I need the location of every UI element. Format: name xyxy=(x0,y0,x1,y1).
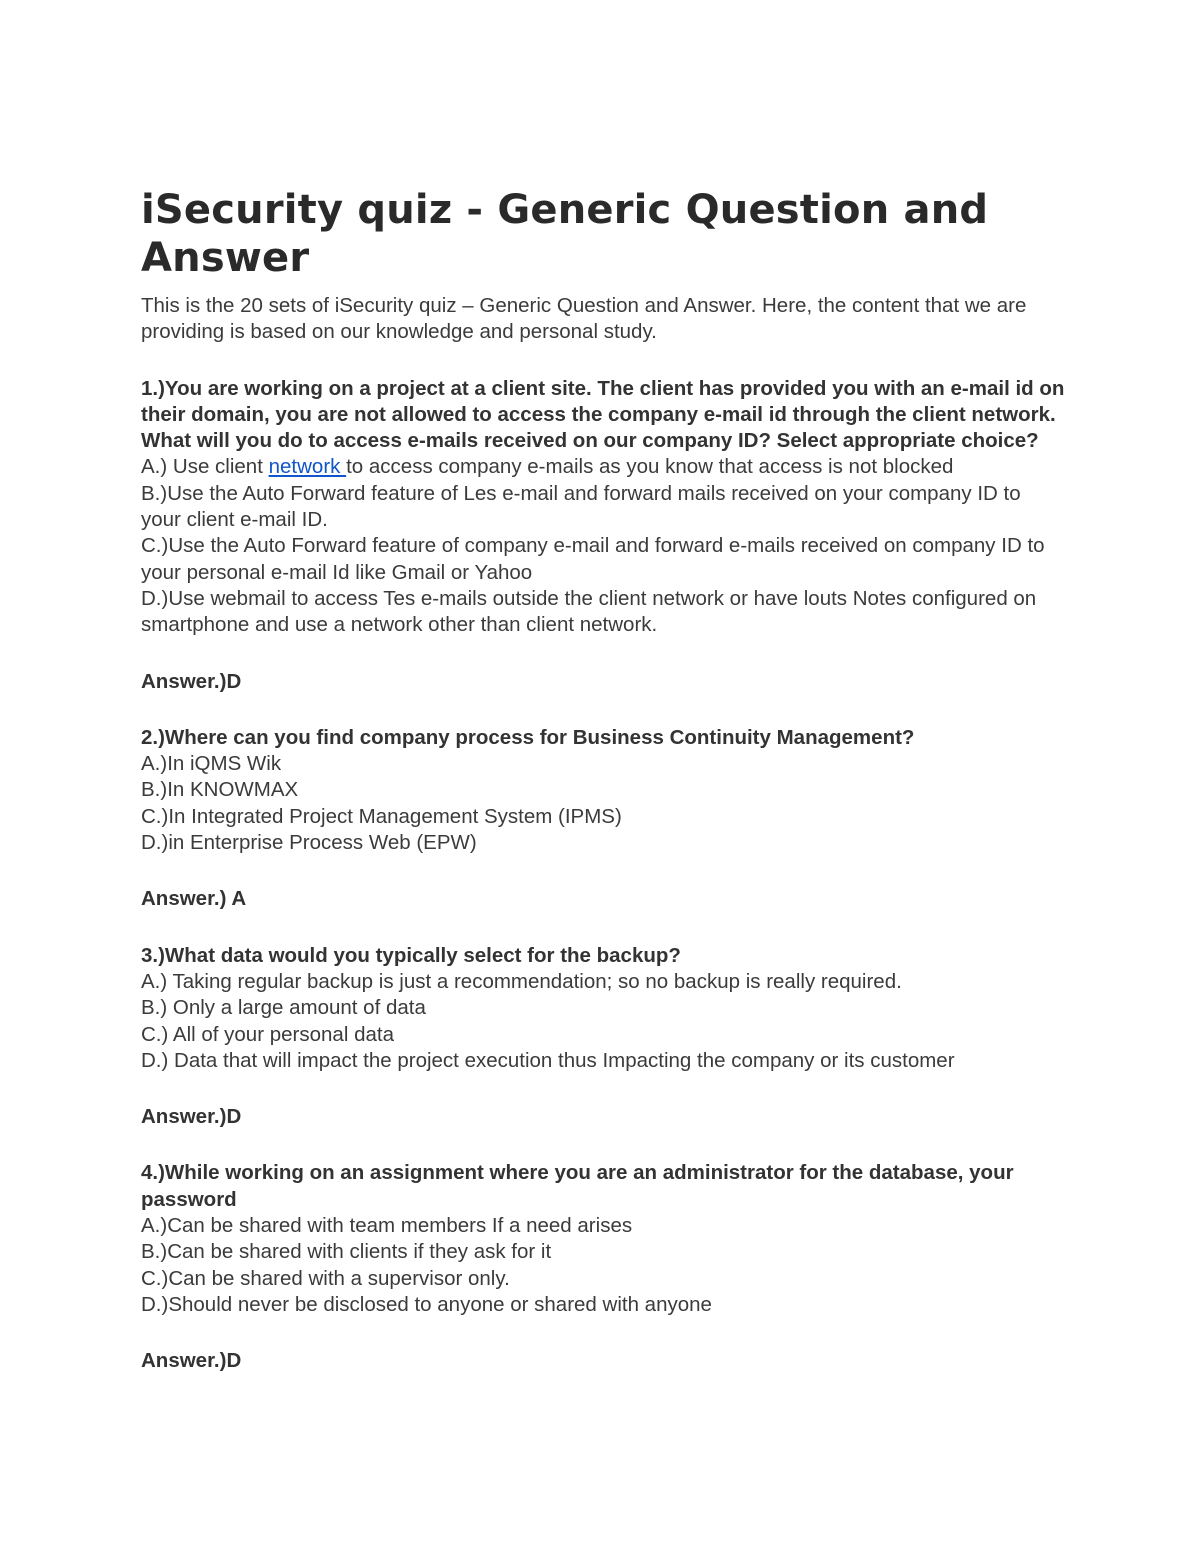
network-link[interactable]: network xyxy=(268,455,347,479)
option-a xyxy=(141,454,1066,480)
option-d: D.)Use webmail to access Tes e-mails outside the client network or have louts Notes configured on smartphone and use a network other than client network. xyxy=(141,586,1037,637)
option-c: C.)In Integrated Project Management System (IPMS) xyxy=(141,804,622,828)
answer-text: Answer.) A xyxy=(141,887,247,911)
answer-text: Answer.)D xyxy=(141,669,242,693)
page-title: iSecurity quiz - Generic Question and Answer xyxy=(141,187,989,281)
option-a: A.)In iQMS Wik xyxy=(141,752,282,776)
question-block-1 xyxy=(141,376,1066,695)
option-d: D.) Data that will impact the project execution thus Impacting the company or its customer xyxy=(141,1048,955,1072)
option-c: C.) All of your personal data xyxy=(141,1022,394,1046)
option-b: B.)In KNOWMAX xyxy=(141,778,299,802)
answer-text: Answer.)D xyxy=(141,1105,242,1129)
question-text: 2.)Where can you find company process for Business Continuity Management? xyxy=(141,725,915,749)
option-d: D.)Should never be disclosed to anyone or shared with anyone xyxy=(141,1292,712,1316)
question-text: 1.)You are working on a project at a client site. The client has provided you with an e-mail id on their domain, you are not allowed to access the company e-mail id through the client network. What will you do to access e-mails received on our company ID? Select appropriate choice? xyxy=(141,376,1065,453)
intro-paragraph: This is the 20 sets of iSecurity quiz – Generic Question and Answer. Here, the content that we are providing is based on our knowledge and personal study. xyxy=(141,294,1027,344)
option-b: B.)Use the Auto Forward feature of Les e-mail and forward mails received on your company ID to your client e-mail ID. xyxy=(141,481,1021,532)
document-page xyxy=(141,186,1066,1405)
question-block-3 xyxy=(141,943,1066,1131)
question-block-4 xyxy=(141,1160,1066,1374)
option-d: D.)in Enterprise Process Web (EPW) xyxy=(141,831,477,855)
option-a: A.)Can be shared with team members If a need arises xyxy=(141,1214,633,1238)
question-text: 3.)What data would you typically select for the backup? xyxy=(141,943,681,967)
question-text: 4.)While working on an assignment where you are an administrator for the database, your password xyxy=(141,1161,1014,1211)
option-b: B.) Only a large amount of data xyxy=(141,996,426,1020)
question-block-2 xyxy=(141,725,1066,913)
option-a-prefix: A.) Use client xyxy=(141,455,269,479)
answer-text: Answer.)D xyxy=(141,1349,242,1373)
option-c: C.)Use the Auto Forward feature of company e-mail and forward e-mails received on company ID to your personal e-mail Id like Gmail or Yahoo xyxy=(141,534,1045,584)
option-b: B.)Can be shared with clients if they ask for it xyxy=(141,1240,552,1264)
option-c: C.)Can be shared with a supervisor only. xyxy=(141,1266,510,1290)
option-a: A.) Taking regular backup is just a recommendation; so no backup is really required. xyxy=(141,969,902,993)
option-a-suffix: to access company e-mails as you know that access is not blocked xyxy=(346,455,954,479)
